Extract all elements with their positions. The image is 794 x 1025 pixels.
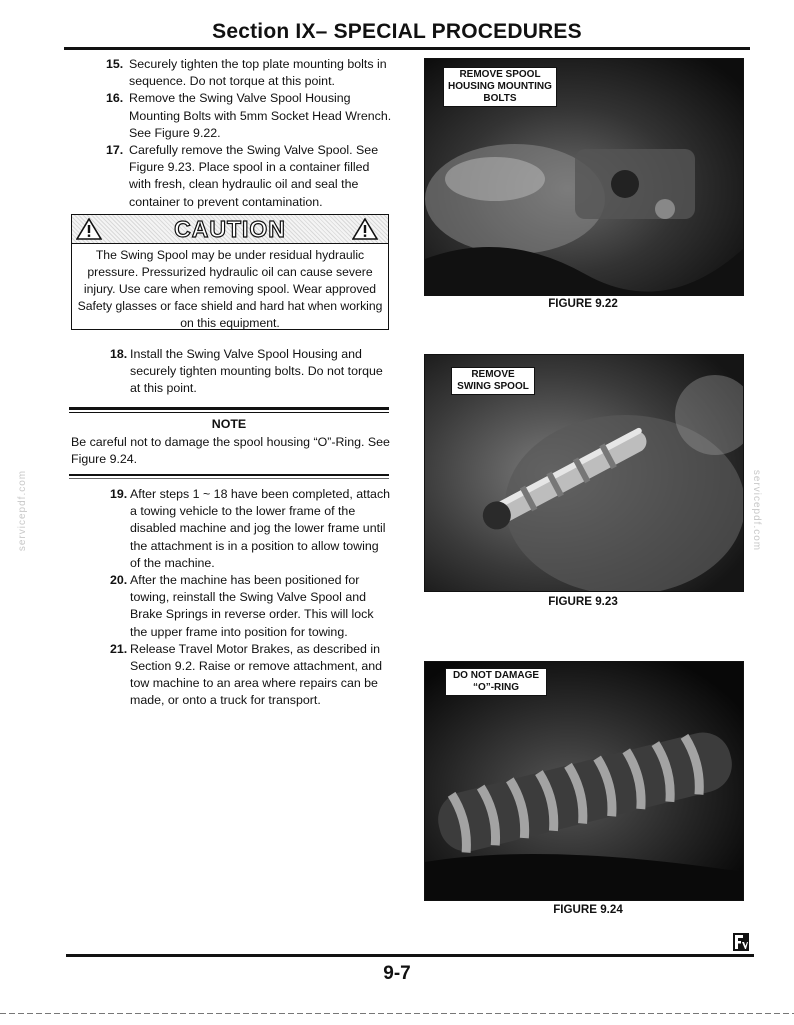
step-number: 17. xyxy=(106,143,124,158)
step-number: 18. xyxy=(110,347,128,361)
note-title: NOTE xyxy=(211,417,247,431)
footer-rule xyxy=(66,954,754,957)
step-item xyxy=(70,142,392,211)
callout-label xyxy=(443,67,557,107)
step-text: Install the Swing Valve Spool Housing and securely tighten mounting bolts. Do not torque at this point. xyxy=(130,347,383,396)
warning-icon xyxy=(76,218,102,240)
step-number: 21. xyxy=(110,641,128,656)
step-text: Securely tighten the top plate mounting bolts in sequence. Do not torque at this point. xyxy=(129,57,387,89)
note-rule xyxy=(69,478,389,479)
scan-edge-line xyxy=(0,1013,794,1014)
page-title: Section IX– SPECIAL PROCEDURES xyxy=(212,20,582,43)
step-number: 16. xyxy=(106,91,124,106)
step-item xyxy=(70,346,392,398)
step-item xyxy=(70,572,392,641)
figure-photo-9-24 xyxy=(424,661,744,901)
callout-line: BOLTS xyxy=(483,93,517,104)
note-text: Be careful not to damage the spool housing “O”-Ring. See Figure 9.24. xyxy=(71,435,390,466)
watermark-text: servicepdf.com xyxy=(751,469,763,552)
step-number: 15. xyxy=(106,57,124,71)
figure-caption: FIGURE 9.22 xyxy=(548,297,618,310)
steps-list-b xyxy=(70,346,392,398)
caution-label: CAUTION xyxy=(174,216,286,242)
photo-illustration xyxy=(425,662,743,900)
callout-line: “O”-RING xyxy=(472,682,520,693)
caution-box xyxy=(71,214,389,330)
caution-banner xyxy=(72,215,388,244)
callout-line: SWING SPOOL xyxy=(457,381,529,392)
callout-line: REMOVE xyxy=(471,369,515,380)
step-text: After the machine has been positioned for towing, reinstall the Swing Valve Spool and Brake Springs in reverse order. This will lock the upper frame into position for towing. xyxy=(130,573,374,639)
header-rule xyxy=(64,47,750,50)
callout-label xyxy=(451,367,535,395)
step-text: Release Travel Motor Brakes, as described in Section 9.2. Raise or remove attachment, and tow machine to an area where repairs can be made, or onto a truck for transport. xyxy=(130,641,383,708)
publisher-logo-icon xyxy=(733,933,749,951)
step-number: 19. xyxy=(110,487,128,501)
caution-text: The Swing Spool may be under residual hydraulic pressure. Pressurized hydraulic oil can cause severe injury. Use care when removing spool. Wear approved Safety glasses or face shield and hard hat when working on this equipment. xyxy=(77,248,383,330)
step-item xyxy=(70,641,392,710)
figure-photo-9-23 xyxy=(424,354,744,592)
callout-label xyxy=(445,668,547,696)
figure-caption: FIGURE 9.24 xyxy=(553,903,623,916)
step-item xyxy=(70,56,392,90)
steps-list-a xyxy=(70,56,392,211)
step-text: Remove the Swing Valve Spool Housing Mounting Bolts with 5mm Socket Head Wrench. See Figure 9.22. xyxy=(129,91,392,140)
note-rule xyxy=(69,412,389,413)
page-number: 9-7 xyxy=(383,963,411,984)
watermark-text: servicepdf.com xyxy=(17,469,29,552)
figure-caption: FIGURE 9.23 xyxy=(548,595,618,608)
callout-line: REMOVE SPOOL xyxy=(459,69,541,80)
step-text: After steps 1 ~ 18 have been completed, attach a towing vehicle to the lower frame of the disabled machine and jog the lower frame until the attachment is in a position to allow towing of the machine. xyxy=(130,487,391,570)
note-rule xyxy=(69,407,389,410)
step-item xyxy=(70,90,392,142)
callout-line: DO NOT DAMAGE xyxy=(452,670,540,681)
step-item xyxy=(70,486,392,572)
note-rule xyxy=(69,474,389,476)
step-number: 20. xyxy=(110,573,128,588)
steps-list-c xyxy=(70,486,392,710)
callout-line: HOUSING MOUNTING xyxy=(448,81,552,92)
warning-icon xyxy=(352,218,378,240)
figure-photo-9-22 xyxy=(424,58,744,296)
step-text: Carefully remove the Swing Valve Spool. See Figure 9.23. Place spool in a container filled with fresh, clean hydraulic oil and seal the container to prevent contamination. xyxy=(129,143,379,209)
